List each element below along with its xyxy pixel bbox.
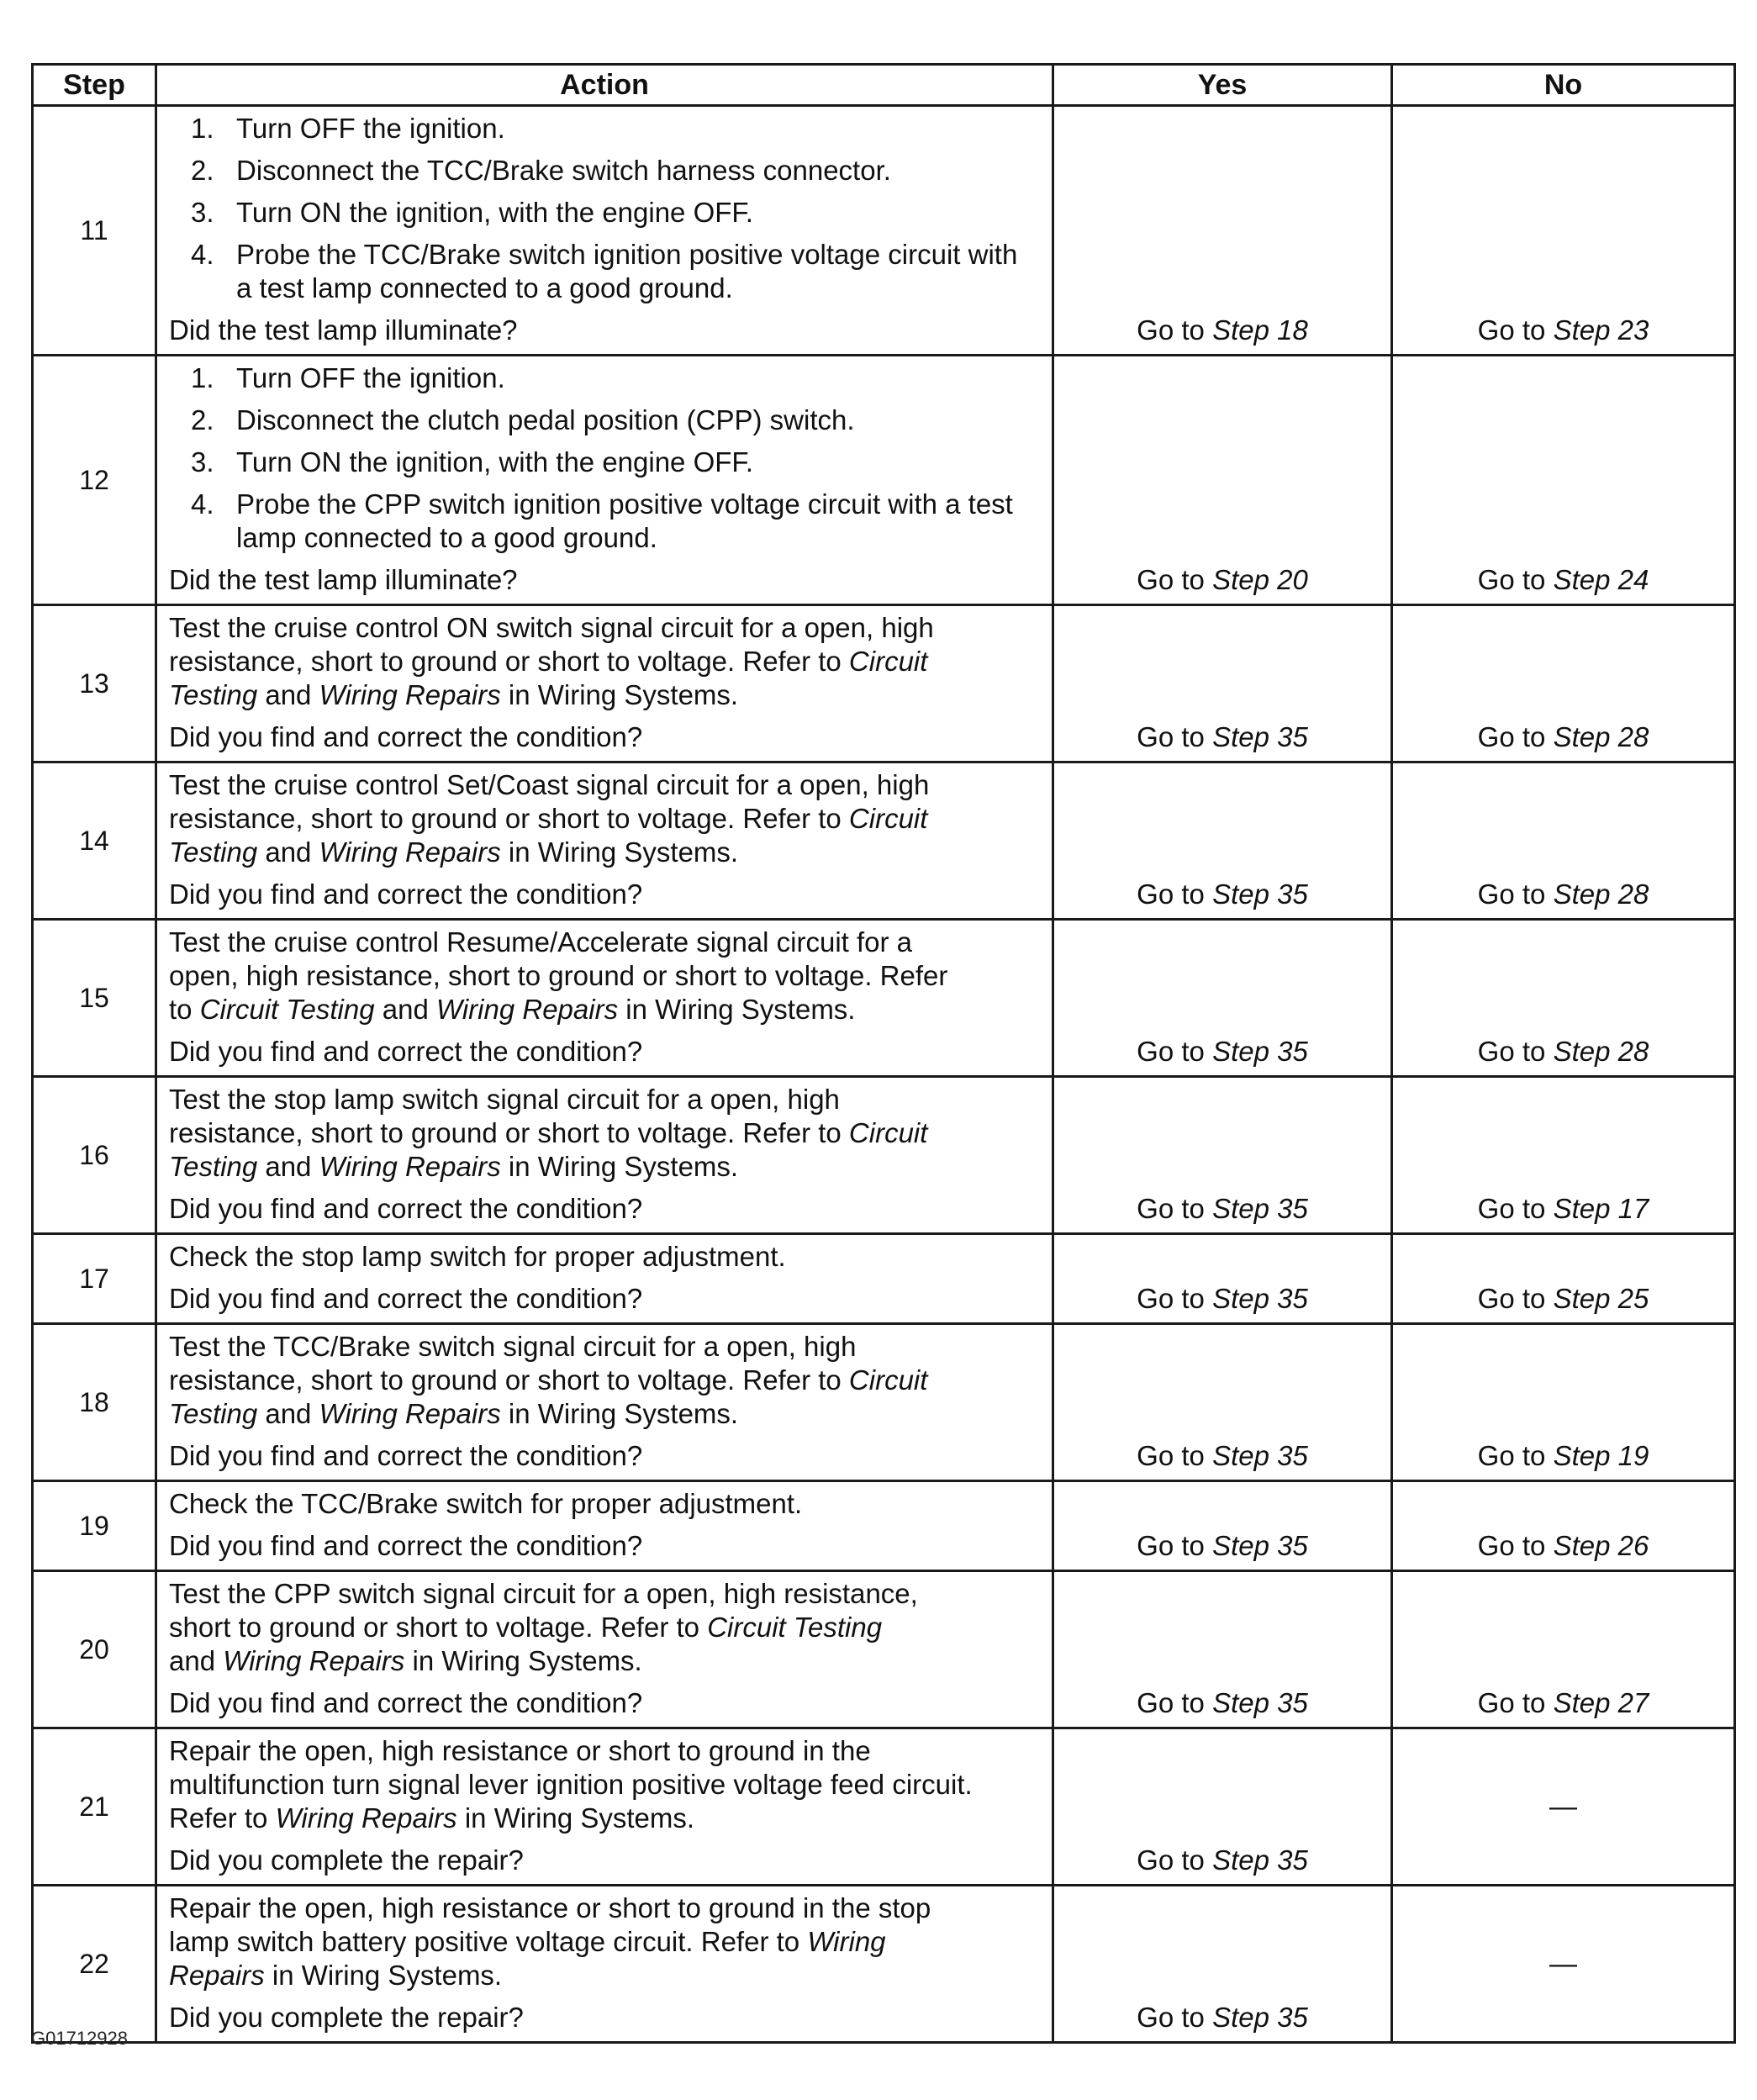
go-to-step: Step 35 [1212,1036,1308,1067]
go-to-label: Go to [1137,1283,1205,1314]
action-text: Refer to [169,1802,276,1834]
step-number: 12 [33,356,156,605]
reference-text: Wiring Repairs [319,836,501,868]
step-number: 11 [33,106,156,356]
action-text: lamp switch battery positive voltage circuit. Refer to [169,1926,808,1957]
action-text: in Wiring Systems. [500,679,739,710]
go-to-label: Go to [1137,1687,1205,1718]
go-to-step: Step 24 [1553,564,1649,595]
action-text: in Wiring Systems. [264,1960,503,1991]
action-text: short to ground or short to voltage. Refer to [169,1612,708,1643]
table-row [33,1886,1735,2043]
reference-text: Wiring Repairs [435,994,619,1025]
action-step-item [169,112,1040,145]
action-step-number: 3. [191,446,214,478]
action-question: Did you find and correct the condition? [169,1193,643,1224]
go-to-step: Step 28 [1553,879,1649,910]
go-to-label: Go to [1477,564,1546,595]
no-cell [1392,1077,1735,1234]
go-to-label: Go to [1137,1440,1205,1471]
action-text-line [169,959,1040,993]
go-to-step: Step 28 [1553,721,1649,752]
action-description [169,1734,1040,1835]
action-text-line [169,645,1040,678]
action-step-number: 2. [191,155,214,186]
action-step-number: 4. [191,488,214,520]
action-step-text: Turn OFF the ignition. [236,113,505,144]
action-text-line [169,1364,1040,1397]
action-cell [156,1571,1053,1728]
action-text: resistance, short to ground or short to voltage. Refer to [169,1364,849,1396]
action-question: Did the test lamp illuminate? [169,564,518,595]
figure-id: G01712928 [31,2028,128,2049]
action-text: Test the TCC/Brake switch signal circuit for a open, high [169,1331,857,1362]
no-cell [1392,356,1735,605]
table-row [33,356,1735,605]
action-description [169,1487,1040,1521]
diagnostic-table-container [31,63,1733,2044]
action-step-text: Turn ON the ignition, with the engine OFF. [236,197,754,228]
action-steps-list [169,112,1040,305]
action-cell [156,920,1053,1077]
action-step-number: 3. [191,197,214,228]
action-text-line [169,1083,1040,1116]
action-text: and [257,679,319,710]
table-body [33,106,1735,2043]
reference-text: Testing [169,679,258,710]
action-text-line [169,1116,1040,1150]
go-to-step: Step 20 [1212,564,1308,595]
go-to-label: Go to [1137,1530,1205,1561]
go-to-step: Step 35 [1212,1844,1308,1876]
action-text-line [169,1768,1040,1802]
action-cell [156,356,1053,605]
action-text-line [169,802,1040,836]
reference-text: Wiring Repairs [319,1151,501,1182]
action-text-line [169,993,1040,1026]
action-text: Test the stop lamp switch signal circuit for a open, high [169,1084,840,1115]
reference-text: Wiring Repairs [319,679,501,710]
action-question: Did you complete the repair? [169,1844,524,1876]
go-to-label: Go to [1477,1036,1546,1067]
step-number: 17 [33,1234,156,1324]
reference-text: Repairs [169,1960,265,1991]
table-row [33,106,1735,356]
action-step-number: 1. [191,362,214,393]
action-text: Repair the open, high resistance or short to ground in the stop [169,1892,931,1923]
step-number: 20 [33,1571,156,1728]
action-text: and [169,1645,224,1676]
action-step-text: Probe the CPP switch ignition positive voltage circuit with a test lamp connected to a good ground. [236,488,1013,553]
yes-cell [1053,1571,1392,1728]
action-cell [156,1728,1053,1886]
no-cell [1392,1481,1735,1571]
action-text: in Wiring Systems. [500,1151,739,1182]
action-text: resistance, short to ground or short to voltage. Refer to [169,1117,849,1148]
no-cell [1392,1886,1735,2043]
action-step-item [169,446,1040,479]
go-to-label: Go to [1477,1193,1546,1224]
yes-cell [1053,762,1392,920]
go-to-step: Step 35 [1212,721,1308,752]
go-to-label: Go to [1477,879,1546,910]
action-step-item [169,196,1040,230]
action-text: Test the cruise control Resume/Accelerate signal circuit for a [169,926,913,958]
action-step-text: Turn ON the ignition, with the engine OFF. [236,446,754,478]
go-to-step: Step 23 [1553,314,1649,346]
action-text: Test the cruise control Set/Coast signal circuit for a open, high [169,769,930,800]
table-row [33,762,1735,920]
go-to-step: Step 27 [1553,1687,1649,1718]
action-step-item [169,361,1040,395]
action-step-text: Probe the TCC/Brake switch ignition positive voltage circuit with a test lamp connected to a good ground. [236,239,1018,303]
table-header-row [33,65,1735,106]
action-text: resistance, short to ground or short to voltage. Refer to [169,646,849,677]
table-row [33,1077,1735,1234]
action-text-line [169,1150,1040,1184]
action-text-line [169,678,1040,712]
action-question: Did you find and correct the condition? [169,1440,643,1471]
action-question: Did the test lamp illuminate? [169,314,518,346]
action-question: Did you find and correct the condition? [169,1530,643,1561]
go-to-step: Step 19 [1553,1440,1649,1471]
action-text-line [169,1644,1040,1678]
table-row [33,1571,1735,1728]
action-text: Test the cruise control ON switch signal circuit for a open, high [169,612,934,643]
go-to-step: Step 35 [1212,1193,1308,1224]
no-cell [1392,762,1735,920]
action-text: in Wiring Systems. [500,1398,739,1429]
action-description [169,768,1040,869]
yes-cell [1053,1886,1392,2043]
action-cell [156,1481,1053,1571]
header-action: Action [156,65,1053,106]
action-description [169,926,1040,1026]
reference-text: Wiring Repairs [275,1802,457,1834]
diagnostic-table [31,63,1736,2044]
action-text-line [169,1611,1040,1644]
action-text: Check the stop lamp switch for proper adjustment. [169,1241,786,1272]
go-to-label: Go to [1137,879,1205,910]
action-question: Did you find and correct the condition? [169,879,643,910]
header-yes: Yes [1053,65,1392,106]
step-number: 16 [33,1077,156,1234]
yes-cell [1053,920,1392,1077]
step-number: 13 [33,605,156,762]
action-step-text: Disconnect the clutch pedal position (CPP) switch. [236,404,855,435]
go-to-label: Go to [1137,1844,1205,1876]
action-step-item [169,238,1040,305]
go-to-label: Go to [1477,721,1546,752]
go-to-step: Step 35 [1212,1283,1308,1314]
step-number: 14 [33,762,156,920]
yes-cell [1053,1077,1392,1234]
go-to-step: Step 35 [1212,1530,1308,1561]
action-step-number: 1. [191,113,214,144]
go-to-step: Step 18 [1212,314,1308,346]
go-to-step: Step 35 [1212,2002,1308,2033]
go-to-label: Go to [1137,314,1205,346]
action-step-item [169,404,1040,437]
go-to-step: Step 35 [1212,1687,1308,1718]
reference-text: Testing [169,1151,258,1182]
no-action-dash: — [1549,1948,1577,1979]
action-step-item [169,154,1040,187]
reference-text: Circuit [848,1364,928,1396]
action-cell [156,1324,1053,1481]
action-cell [156,1886,1053,2043]
no-cell [1392,106,1735,356]
go-to-step: Step 17 [1553,1193,1649,1224]
action-steps-list [169,361,1040,555]
yes-cell [1053,356,1392,605]
step-number: 19 [33,1481,156,1571]
action-description [169,611,1040,712]
go-to-step: Step 35 [1212,1440,1308,1471]
no-cell [1392,1234,1735,1324]
action-text: in Wiring Systems. [500,836,739,868]
action-text-line [169,1802,1040,1835]
reference-text: Testing [169,1398,258,1429]
action-text: and [257,836,319,868]
action-text-line [169,1892,1040,1925]
action-text: Check the TCC/Brake switch for proper adjustment. [169,1488,803,1519]
reference-text: Testing [169,836,258,868]
go-to-step: Step 25 [1553,1283,1649,1314]
action-cell [156,605,1053,762]
step-number: 21 [33,1728,156,1886]
action-text: Test the CPP switch signal circuit for a open, high resistance, [169,1578,918,1609]
header-no: No [1392,65,1735,106]
action-question: Did you find and correct the condition? [169,721,643,752]
table-row [33,1728,1735,1886]
step-number: 18 [33,1324,156,1481]
reference-text: Wiring [807,1926,886,1957]
action-cell [156,762,1053,920]
action-cell [156,106,1053,356]
action-text-line [169,1240,1040,1274]
action-question: Did you find and correct the condition? [169,1283,643,1314]
reference-text: Wiring Repairs [223,1645,405,1676]
action-text: in Wiring Systems. [456,1802,695,1834]
table-row [33,1234,1735,1324]
table-row [33,1324,1735,1481]
step-number: 22 [33,1886,156,2043]
action-text: in Wiring Systems. [404,1645,642,1676]
yes-cell [1053,1324,1392,1481]
reference-text: Circuit [848,646,928,677]
go-to-step: Step 28 [1553,1036,1649,1067]
go-to-step: Step 26 [1553,1530,1649,1561]
action-question: Did you complete the repair? [169,2002,524,2033]
action-text-line [169,836,1040,869]
no-cell [1392,605,1735,762]
no-cell [1392,1571,1735,1728]
go-to-label: Go to [1477,1687,1546,1718]
action-text-line [169,1925,1040,1959]
action-step-text: Disconnect the TCC/Brake switch harness connector. [236,155,891,186]
action-question: Did you find and correct the condition? [169,1687,643,1718]
go-to-label: Go to [1137,1193,1205,1224]
table-row [33,605,1735,762]
action-text: and [257,1398,319,1429]
header-step: Step [33,65,156,106]
action-text-line [169,1734,1040,1768]
action-step-number: 4. [191,239,214,270]
action-text: resistance, short to ground or short to voltage. Refer to [169,803,849,834]
no-cell [1392,1324,1735,1481]
yes-cell [1053,106,1392,356]
action-text: in Wiring Systems. [618,994,856,1025]
action-step-text: Turn OFF the ignition. [236,362,505,393]
action-text: open, high resistance, short to ground or short to voltage. Refer [169,960,948,991]
go-to-label: Go to [1137,1036,1205,1067]
reference-text: Circuit [848,803,928,834]
action-cell [156,1234,1053,1324]
no-cell [1392,1728,1735,1886]
go-to-label: Go to [1477,1283,1546,1314]
yes-cell [1053,605,1392,762]
table-row [33,920,1735,1077]
action-text-line [169,768,1040,802]
action-text-line [169,1959,1040,1992]
go-to-label: Go to [1137,564,1205,595]
go-to-label: Go to [1137,721,1205,752]
action-text-line [169,1487,1040,1521]
reference-text: Circuit Testing [199,994,375,1025]
action-text-line [169,1397,1040,1431]
action-description [169,1577,1040,1678]
action-description [169,1330,1040,1431]
no-cell [1392,920,1735,1077]
action-text: and [257,1151,319,1182]
table-row [33,1481,1735,1571]
action-text: Repair the open, high resistance or short to ground in the [169,1735,871,1766]
action-text-line [169,1577,1040,1611]
action-description [169,1240,1040,1274]
go-to-label: Go to [1137,2002,1205,2033]
action-step-number: 2. [191,404,214,435]
action-text: and [374,994,436,1025]
action-text: multifunction turn signal lever ignition positive voltage feed circuit. [169,1769,973,1800]
action-text: to [169,994,200,1025]
reference-text: Circuit Testing [707,1612,883,1643]
reference-text: Circuit [848,1117,928,1148]
no-action-dash: — [1549,1791,1577,1822]
action-cell [156,1077,1053,1234]
go-to-label: Go to [1477,1440,1546,1471]
go-to-label: Go to [1477,314,1546,346]
action-description [169,1083,1040,1184]
action-step-item [169,488,1040,555]
reference-text: Wiring Repairs [319,1398,501,1429]
action-text-line [169,926,1040,959]
yes-cell [1053,1728,1392,1886]
action-description [169,1892,1040,1992]
action-text-line [169,611,1040,645]
action-text-line [169,1330,1040,1364]
yes-cell [1053,1481,1392,1571]
go-to-label: Go to [1477,1530,1546,1561]
go-to-step: Step 35 [1212,879,1308,910]
step-number: 15 [33,920,156,1077]
action-question: Did you find and correct the condition? [169,1036,643,1067]
yes-cell [1053,1234,1392,1324]
